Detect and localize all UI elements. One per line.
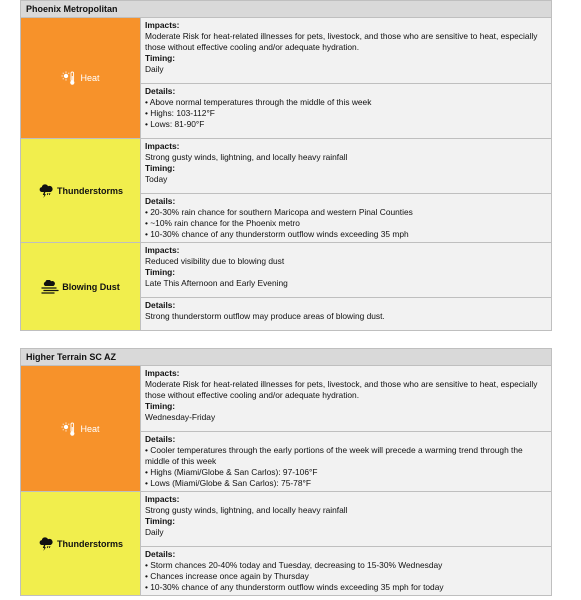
details-bullet: • 20-30% rain chance for southern Maricopa and western Pinal Counties (145, 207, 547, 218)
details-bullet: • Cooler temperatures through the early portions of the week will precede a warming trend through the middle of this week (145, 445, 547, 467)
hazard-row-heat (20, 18, 552, 139)
timing-text: Wednesday-Friday (145, 412, 216, 422)
hazard-outlook-page (20, 0, 552, 596)
region-header-phoenix: Phoenix Metropolitan (20, 0, 552, 18)
hazard-label-thunderstorms (21, 492, 141, 595)
details-bullet: • Highs (Miami/Globe & San Carlos): 97-106°F (145, 467, 547, 478)
details-text: Strong thunderstorm outflow may produce areas of blowing dust. (145, 311, 385, 321)
details-bullet: • Above normal temperatures through the middle of this week (145, 97, 547, 108)
thunderstorm-cloud-icon (38, 183, 54, 199)
details-bullet: • Storm chances 20-40% today and Tuesday, decreasing to 15-30% Wednesday (145, 560, 547, 571)
hazard-row-blowing-dust (20, 243, 552, 331)
timing-text: Late This Afternoon and Early Evening (145, 278, 288, 288)
timing-text: Daily (145, 64, 164, 74)
hazard-content (141, 243, 551, 330)
details-label: Details: (145, 300, 176, 310)
thermometer-sun-icon (61, 421, 77, 437)
timing-label: Timing: (145, 163, 176, 173)
impacts-label: Impacts: (145, 368, 180, 378)
details-bullet: • Lows (Miami/Globe & San Carlos): 75-78°F (145, 478, 547, 489)
hazard-name: Thunderstorms (56, 185, 123, 196)
hazard-row-thunderstorms (20, 492, 552, 596)
hazard-row-thunderstorms (20, 139, 552, 243)
timing-label: Timing: (145, 267, 176, 277)
thermometer-sun-icon (61, 70, 77, 86)
timing-label: Timing: (145, 516, 176, 526)
details-label: Details: (145, 549, 176, 559)
thunderstorm-cloud-icon (38, 536, 54, 552)
hazard-content (141, 18, 551, 138)
impacts-label: Impacts: (145, 245, 180, 255)
details-bullet: • Lows: 81-90°F (145, 119, 547, 130)
timing-text: Daily (145, 527, 164, 537)
hazard-name: Thunderstorms (56, 538, 123, 549)
hazard-content (141, 139, 551, 242)
hazard-name: Blowing Dust (62, 281, 120, 292)
impacts-label: Impacts: (145, 494, 180, 504)
impacts-label: Impacts: (145, 141, 180, 151)
impacts-text: Moderate Risk for heat-related illnesses for pets, livestock, and those who are sensitive to heat, especially those without effective cooling and/or adequate hydration. (145, 379, 538, 400)
hazard-name: Heat (80, 73, 100, 83)
details-bullet: • 10-30% chance of any thunderstorm outflow winds exceeding 35 mph (145, 229, 547, 240)
impacts-text: Strong gusty winds, lightning, and locally heavy rainfall (145, 505, 348, 515)
timing-label: Timing: (145, 53, 176, 63)
details-bullet: • ~10% rain chance for the Phoenix metro (145, 218, 547, 229)
hazard-content (141, 492, 551, 595)
impacts-text: Reduced visibility due to blowing dust (145, 256, 285, 266)
details-label: Details: (145, 434, 176, 444)
hazard-row-heat (20, 366, 552, 492)
hazard-label-thunderstorms (21, 139, 141, 242)
hazard-label-blowing-dust (21, 243, 141, 330)
hazard-label-heat (21, 366, 141, 491)
timing-label: Timing: (145, 401, 176, 411)
details-bullet: • 10-30% chance of any thunderstorm outflow winds exceeding 35 mph for today (145, 582, 547, 593)
details-bullet: • Highs: 103-112°F (145, 108, 547, 119)
blowing-dust-icon (41, 280, 59, 294)
impacts-text: Strong gusty winds, lightning, and locally heavy rainfall (145, 152, 348, 162)
region-header-higher-terrain: Higher Terrain SC AZ (20, 348, 552, 366)
details-label: Details: (145, 86, 176, 96)
timing-text: Today (145, 174, 168, 184)
impacts-text: Moderate Risk for heat-related illnesses for pets, livestock, and those who are sensitive to heat, especially those without effective cooling and/or adequate hydration. (145, 31, 538, 52)
hazard-name: Heat (80, 423, 100, 434)
details-bullet: • Chances increase once again by Thursday (145, 571, 547, 582)
hazard-content (141, 366, 551, 491)
impacts-label: Impacts: (145, 20, 180, 30)
details-label: Details: (145, 196, 176, 206)
hazard-label-heat (21, 18, 141, 138)
